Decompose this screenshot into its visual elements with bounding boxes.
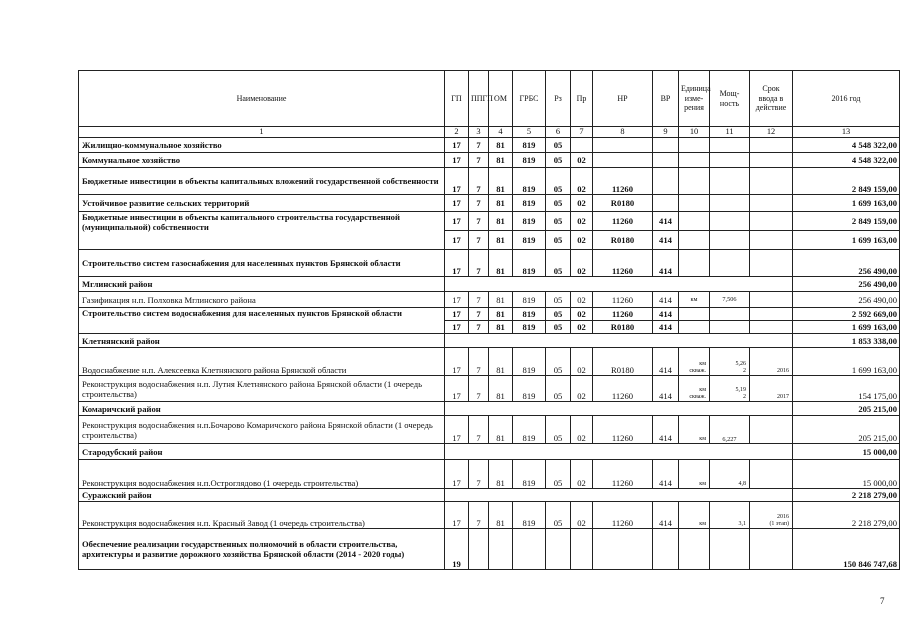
row-name: Реконструкция водоснабжения н.п. Красный Завод (1 очередь строительства) bbox=[79, 502, 445, 529]
budget-table bbox=[78, 70, 900, 570]
cell-term bbox=[750, 348, 793, 376]
cell-ppgp: 7 bbox=[469, 292, 489, 308]
cell-om: 81 bbox=[489, 460, 513, 489]
cell-amount: 15 000,00 bbox=[793, 444, 900, 460]
cell-term bbox=[750, 376, 793, 402]
cell-rz: 05 bbox=[546, 321, 571, 334]
cell-pr: 02 bbox=[571, 195, 593, 212]
cell-om: 81 bbox=[489, 153, 513, 168]
cell-gp: 17 bbox=[445, 460, 469, 489]
row-name: Водоснабжение н.п. Алексеевка Клетнянского района Брянской области bbox=[79, 348, 445, 376]
cell-term bbox=[750, 529, 793, 570]
cell-power bbox=[710, 212, 750, 231]
row-name: Бюджетные инвестиции в объекты капитальных вложений государственной собственности bbox=[79, 168, 445, 195]
cell-grbs: 819 bbox=[513, 416, 546, 444]
row-name: Газификация н.п. Полховка Мглинского района bbox=[79, 292, 445, 308]
cell-grbs: 819 bbox=[513, 460, 546, 489]
power-value: 7,506 bbox=[722, 296, 737, 303]
col-number: 2 bbox=[445, 127, 469, 138]
cell-vr: 414 bbox=[653, 292, 679, 308]
cell-amount: 2 849 159,00 bbox=[793, 212, 900, 231]
col-header-year: 2016 год bbox=[793, 71, 900, 127]
col-number: 10 bbox=[679, 127, 710, 138]
cell-gp: 17 bbox=[445, 138, 469, 153]
cell-nr: 11260 bbox=[593, 308, 653, 321]
cell-power bbox=[710, 416, 750, 444]
cell-om: 81 bbox=[489, 308, 513, 321]
col-number: 12 bbox=[750, 127, 793, 138]
cell-amount: 154 175,00 bbox=[793, 376, 900, 402]
cell-gp: 17 bbox=[445, 195, 469, 212]
cell-unit bbox=[679, 138, 710, 153]
cell-vr bbox=[653, 153, 679, 168]
cell-grbs: 819 bbox=[513, 195, 546, 212]
cell-pr: 02 bbox=[571, 212, 593, 231]
col-number: 13 bbox=[793, 127, 900, 138]
cell-gp: 17 bbox=[445, 502, 469, 529]
cell-om: 81 bbox=[489, 292, 513, 308]
table-row bbox=[79, 502, 900, 529]
cell-ppgp bbox=[469, 529, 489, 570]
district-name: Стародубский район bbox=[79, 444, 445, 460]
col-number: 4 bbox=[489, 127, 513, 138]
budget-sheet bbox=[78, 70, 899, 570]
table-row bbox=[79, 250, 900, 277]
cell-vr bbox=[653, 168, 679, 195]
power-value: 5,26 bbox=[735, 361, 746, 367]
cell-grbs: 819 bbox=[513, 321, 546, 334]
cell-unit bbox=[679, 292, 710, 308]
cell-grbs: 819 bbox=[513, 212, 546, 231]
district-spacer bbox=[445, 277, 793, 292]
cell-grbs: 819 bbox=[513, 250, 546, 277]
cell-term bbox=[750, 153, 793, 168]
cell-om: 81 bbox=[489, 168, 513, 195]
cell-power bbox=[710, 376, 750, 402]
cell-amount: 2 592 669,00 bbox=[793, 308, 900, 321]
cell-om: 81 bbox=[489, 212, 513, 231]
row-name: Коммунальное хозяйство bbox=[79, 153, 445, 168]
col-header-pr: Пр bbox=[571, 71, 593, 127]
cell-gp: 17 bbox=[445, 292, 469, 308]
cell-grbs: 819 bbox=[513, 153, 546, 168]
cell-term bbox=[750, 212, 793, 231]
cell-pr: 02 bbox=[571, 168, 593, 195]
row-name: Реконструкция водоснабжения н.п.Остроглядово (1 очередь строительства) bbox=[79, 460, 445, 489]
cell-grbs: 819 bbox=[513, 308, 546, 321]
cell-ppgp: 7 bbox=[469, 231, 489, 250]
cell-gp: 17 bbox=[445, 212, 469, 231]
cell-gp: 17 bbox=[445, 231, 469, 250]
cell-unit bbox=[679, 308, 710, 321]
col-number: 7 bbox=[571, 127, 593, 138]
cell-ppgp: 7 bbox=[469, 416, 489, 444]
cell-amount: 150 846 747,68 bbox=[793, 529, 900, 570]
table-row bbox=[79, 308, 900, 321]
cell-grbs: 819 bbox=[513, 231, 546, 250]
cell-vr bbox=[653, 529, 679, 570]
cell-nr: R0180 bbox=[593, 348, 653, 376]
unit-label: скваж. bbox=[689, 394, 706, 400]
cell-pr: 02 bbox=[571, 321, 593, 334]
row-name: Реконструкция водоснабжения н.п. Лутня Клетнянского района Брянской области (1 очередь строительства) bbox=[79, 376, 445, 402]
district-spacer bbox=[445, 444, 793, 460]
cell-ppgp: 7 bbox=[469, 138, 489, 153]
cell-nr: 11260 bbox=[593, 168, 653, 195]
cell-pr: 02 bbox=[571, 348, 593, 376]
cell-amount: 2 218 279,00 bbox=[793, 502, 900, 529]
term-stage: (1 этап) bbox=[769, 521, 789, 527]
table-row bbox=[79, 416, 900, 444]
district-spacer bbox=[445, 334, 793, 348]
cell-vr: 414 bbox=[653, 321, 679, 334]
cell-gp: 17 bbox=[445, 376, 469, 402]
district-spacer bbox=[445, 402, 793, 416]
page-number: 7 bbox=[880, 596, 885, 606]
cell-unit bbox=[679, 195, 710, 212]
table-row bbox=[79, 138, 900, 153]
cell-ppgp: 7 bbox=[469, 250, 489, 277]
cell-vr: 414 bbox=[653, 502, 679, 529]
power-value: 4,8 bbox=[738, 481, 746, 487]
table-row bbox=[79, 460, 900, 489]
cell-vr: 414 bbox=[653, 348, 679, 376]
cell-rz: 05 bbox=[546, 153, 571, 168]
column-number-row bbox=[79, 127, 900, 138]
col-header-rz: Рз bbox=[546, 71, 571, 127]
cell-unit bbox=[679, 250, 710, 277]
cell-term bbox=[750, 308, 793, 321]
cell-amount: 2 849 159,00 bbox=[793, 168, 900, 195]
table-row bbox=[79, 334, 900, 348]
cell-grbs: 819 bbox=[513, 168, 546, 195]
cell-amount: 1 699 163,00 bbox=[793, 321, 900, 334]
cell-unit bbox=[679, 153, 710, 168]
cell-nr: R0180 bbox=[593, 231, 653, 250]
cell-ppgp: 7 bbox=[469, 212, 489, 231]
cell-gp: 17 bbox=[445, 308, 469, 321]
district-name: Мглинский район bbox=[79, 277, 445, 292]
cell-nr: 11260 bbox=[593, 460, 653, 489]
cell-om: 81 bbox=[489, 348, 513, 376]
table-row bbox=[79, 168, 900, 195]
cell-power bbox=[710, 195, 750, 212]
cell-power bbox=[710, 460, 750, 489]
cell-power bbox=[710, 231, 750, 250]
cell-vr: 414 bbox=[653, 308, 679, 321]
cell-pr: 02 bbox=[571, 153, 593, 168]
cell-amount: 1 699 163,00 bbox=[793, 195, 900, 212]
cell-grbs: 819 bbox=[513, 502, 546, 529]
cell-nr: R0180 bbox=[593, 321, 653, 334]
cell-nr bbox=[593, 529, 653, 570]
cell-grbs: 819 bbox=[513, 376, 546, 402]
cell-ppgp: 7 bbox=[469, 460, 489, 489]
cell-unit bbox=[679, 321, 710, 334]
cell-power bbox=[710, 250, 750, 277]
cell-amount: 256 490,00 bbox=[793, 292, 900, 308]
cell-vr: 414 bbox=[653, 212, 679, 231]
cell-power bbox=[710, 321, 750, 334]
table-row bbox=[79, 444, 900, 460]
col-number: 8 bbox=[593, 127, 653, 138]
col-number: 11 bbox=[710, 127, 750, 138]
table-row bbox=[79, 277, 900, 292]
cell-pr bbox=[571, 529, 593, 570]
cell-amount: 205 215,00 bbox=[793, 416, 900, 444]
cell-power bbox=[710, 502, 750, 529]
cell-om bbox=[489, 529, 513, 570]
cell-power bbox=[710, 308, 750, 321]
cell-power bbox=[710, 292, 750, 308]
col-header-grbs: ГРБС bbox=[513, 71, 546, 127]
table-row bbox=[79, 292, 900, 308]
col-header-power: Мощ-ность bbox=[710, 71, 750, 127]
row-name: Бюджетные инвестиции в объекты капитального строительства государственной (муниципальной) собственности bbox=[79, 212, 445, 250]
cell-grbs: 819 bbox=[513, 138, 546, 153]
cell-ppgp: 7 bbox=[469, 376, 489, 402]
cell-amount: 256 490,00 bbox=[793, 277, 900, 292]
cell-gp: 17 bbox=[445, 321, 469, 334]
col-header-om: ОМ bbox=[489, 71, 513, 127]
cell-gp: 19 bbox=[445, 529, 469, 570]
cell-rz bbox=[546, 529, 571, 570]
cell-term bbox=[750, 321, 793, 334]
cell-nr: R0180 bbox=[593, 195, 653, 212]
cell-power bbox=[710, 529, 750, 570]
cell-grbs: 819 bbox=[513, 348, 546, 376]
cell-rz: 05 bbox=[546, 138, 571, 153]
cell-gp: 17 bbox=[445, 416, 469, 444]
cell-unit bbox=[679, 416, 710, 444]
cell-rz: 05 bbox=[546, 168, 571, 195]
power-value: 6,227 bbox=[722, 436, 737, 443]
col-header-vr: ВР bbox=[653, 71, 679, 127]
row-name: Реконструкция водоснабжения н.п.Бочарово Комаричского района Брянской области (1 очередь строительства) bbox=[79, 416, 445, 444]
cell-power bbox=[710, 348, 750, 376]
row-name: Строительство систем газоснабжения для населенных пунктов Брянской области bbox=[79, 250, 445, 277]
cell-unit bbox=[679, 231, 710, 250]
cell-rz: 05 bbox=[546, 502, 571, 529]
cell-pr: 02 bbox=[571, 460, 593, 489]
cell-amount: 15 000,00 bbox=[793, 460, 900, 489]
unit-label: км bbox=[699, 361, 706, 367]
cell-rz: 05 bbox=[546, 231, 571, 250]
power-value: 2 bbox=[743, 394, 746, 400]
col-number: 6 bbox=[546, 127, 571, 138]
cell-amount: 1 699 163,00 bbox=[793, 231, 900, 250]
row-name: Обеспечение реализации государственных полномочий в области строительства, архитектуры и развитие дорожного хозяйства Брянской области (2014 - 2020 годы) bbox=[79, 529, 445, 570]
district-spacer bbox=[445, 489, 793, 502]
cell-rz: 05 bbox=[546, 250, 571, 277]
cell-ppgp: 7 bbox=[469, 321, 489, 334]
cell-om: 81 bbox=[489, 321, 513, 334]
cell-amount: 2 218 279,00 bbox=[793, 489, 900, 502]
cell-ppgp: 7 bbox=[469, 195, 489, 212]
cell-term bbox=[750, 250, 793, 277]
col-header-ppgp: ППГП bbox=[469, 71, 489, 127]
district-name: Комаричский район bbox=[79, 402, 445, 416]
cell-rz: 05 bbox=[546, 212, 571, 231]
cell-gp: 17 bbox=[445, 348, 469, 376]
cell-pr bbox=[571, 138, 593, 153]
cell-term bbox=[750, 416, 793, 444]
table-row bbox=[79, 348, 900, 376]
cell-term bbox=[750, 460, 793, 489]
table-row bbox=[79, 376, 900, 402]
cell-gp: 17 bbox=[445, 168, 469, 195]
cell-rz: 05 bbox=[546, 416, 571, 444]
col-number: 9 bbox=[653, 127, 679, 138]
cell-rz: 05 bbox=[546, 376, 571, 402]
cell-om: 81 bbox=[489, 250, 513, 277]
cell-om: 81 bbox=[489, 138, 513, 153]
cell-om: 81 bbox=[489, 231, 513, 250]
cell-ppgp: 7 bbox=[469, 502, 489, 529]
cell-grbs bbox=[513, 529, 546, 570]
cell-rz: 05 bbox=[546, 460, 571, 489]
table-row bbox=[79, 195, 900, 212]
col-header-name: Наименование bbox=[79, 71, 445, 127]
col-number: 1 bbox=[79, 127, 445, 138]
cell-ppgp: 7 bbox=[469, 168, 489, 195]
cell-pr: 02 bbox=[571, 416, 593, 444]
cell-amount: 4 548 322,00 bbox=[793, 153, 900, 168]
cell-unit bbox=[679, 529, 710, 570]
cell-pr: 02 bbox=[571, 250, 593, 277]
power-value: 5,19 bbox=[735, 387, 746, 393]
cell-unit bbox=[679, 168, 710, 195]
term-value: 2016 bbox=[777, 514, 789, 520]
cell-amount: 205 215,00 bbox=[793, 402, 900, 416]
unit-label: км bbox=[690, 296, 698, 303]
cell-pr: 02 bbox=[571, 376, 593, 402]
cell-amount: 4 548 322,00 bbox=[793, 138, 900, 153]
cell-pr: 02 bbox=[571, 308, 593, 321]
cell-om: 81 bbox=[489, 376, 513, 402]
unit-label: км bbox=[699, 387, 706, 393]
table-row bbox=[79, 529, 900, 570]
cell-ppgp: 7 bbox=[469, 153, 489, 168]
cell-pr: 02 bbox=[571, 292, 593, 308]
row-name: Устойчивое развитие сельских территорий bbox=[79, 195, 445, 212]
cell-vr bbox=[653, 138, 679, 153]
cell-unit bbox=[679, 502, 710, 529]
cell-om: 81 bbox=[489, 502, 513, 529]
cell-rz: 05 bbox=[546, 292, 571, 308]
header-row bbox=[79, 71, 900, 127]
cell-unit bbox=[679, 348, 710, 376]
cell-ppgp: 7 bbox=[469, 308, 489, 321]
cell-power bbox=[710, 153, 750, 168]
cell-power bbox=[710, 138, 750, 153]
cell-nr: 11260 bbox=[593, 212, 653, 231]
cell-unit bbox=[679, 212, 710, 231]
cell-term bbox=[750, 292, 793, 308]
district-name: Суражский район bbox=[79, 489, 445, 502]
term-value: 2017 bbox=[777, 394, 789, 400]
cell-nr: 11260 bbox=[593, 250, 653, 277]
cell-gp: 17 bbox=[445, 250, 469, 277]
cell-term bbox=[750, 168, 793, 195]
cell-om: 81 bbox=[489, 195, 513, 212]
cell-om: 81 bbox=[489, 416, 513, 444]
unit-label: км bbox=[699, 481, 706, 487]
cell-term bbox=[750, 195, 793, 212]
cell-pr: 02 bbox=[571, 502, 593, 529]
cell-term bbox=[750, 138, 793, 153]
cell-amount: 1 853 338,00 bbox=[793, 334, 900, 348]
cell-amount: 1 699 163,00 bbox=[793, 348, 900, 376]
cell-amount: 256 490,00 bbox=[793, 250, 900, 277]
cell-nr: 11260 bbox=[593, 416, 653, 444]
cell-term bbox=[750, 502, 793, 529]
cell-vr bbox=[653, 195, 679, 212]
power-value: 2 bbox=[743, 368, 746, 374]
table-row bbox=[79, 153, 900, 168]
cell-vr: 414 bbox=[653, 250, 679, 277]
cell-vr: 414 bbox=[653, 416, 679, 444]
row-name: Жилищно-коммунальное хозяйство bbox=[79, 138, 445, 153]
term-value: 2016 bbox=[777, 368, 789, 374]
cell-grbs: 819 bbox=[513, 292, 546, 308]
cell-pr: 02 bbox=[571, 231, 593, 250]
unit-label: км bbox=[699, 521, 706, 527]
cell-nr bbox=[593, 153, 653, 168]
col-number: 5 bbox=[513, 127, 546, 138]
col-header-gp: ГП bbox=[445, 71, 469, 127]
col-number: 3 bbox=[469, 127, 489, 138]
table-row bbox=[79, 489, 900, 502]
cell-term bbox=[750, 231, 793, 250]
district-name: Клетнянский район bbox=[79, 334, 445, 348]
col-header-nr: НР bbox=[593, 71, 653, 127]
unit-label: скваж. bbox=[689, 368, 706, 374]
cell-nr: 11260 bbox=[593, 292, 653, 308]
cell-vr: 414 bbox=[653, 460, 679, 489]
table-row bbox=[79, 212, 900, 231]
cell-unit bbox=[679, 376, 710, 402]
col-header-unit: Единица изме-рения bbox=[679, 71, 710, 127]
cell-power bbox=[710, 168, 750, 195]
table-row bbox=[79, 402, 900, 416]
cell-vr: 414 bbox=[653, 231, 679, 250]
power-value: 3,1 bbox=[738, 521, 746, 527]
cell-nr: 11260 bbox=[593, 376, 653, 402]
cell-rz: 05 bbox=[546, 195, 571, 212]
cell-ppgp: 7 bbox=[469, 348, 489, 376]
cell-rz: 05 bbox=[546, 308, 571, 321]
cell-gp: 17 bbox=[445, 153, 469, 168]
cell-rz: 05 bbox=[546, 348, 571, 376]
cell-unit bbox=[679, 460, 710, 489]
unit-label: км bbox=[699, 436, 706, 442]
cell-nr: 11260 bbox=[593, 502, 653, 529]
cell-nr bbox=[593, 138, 653, 153]
row-name: Строительство систем водоснабжения для населенных пунктов Брянской области bbox=[79, 308, 445, 334]
col-header-term: Срок ввода в действие bbox=[750, 71, 793, 127]
cell-vr: 414 bbox=[653, 376, 679, 402]
